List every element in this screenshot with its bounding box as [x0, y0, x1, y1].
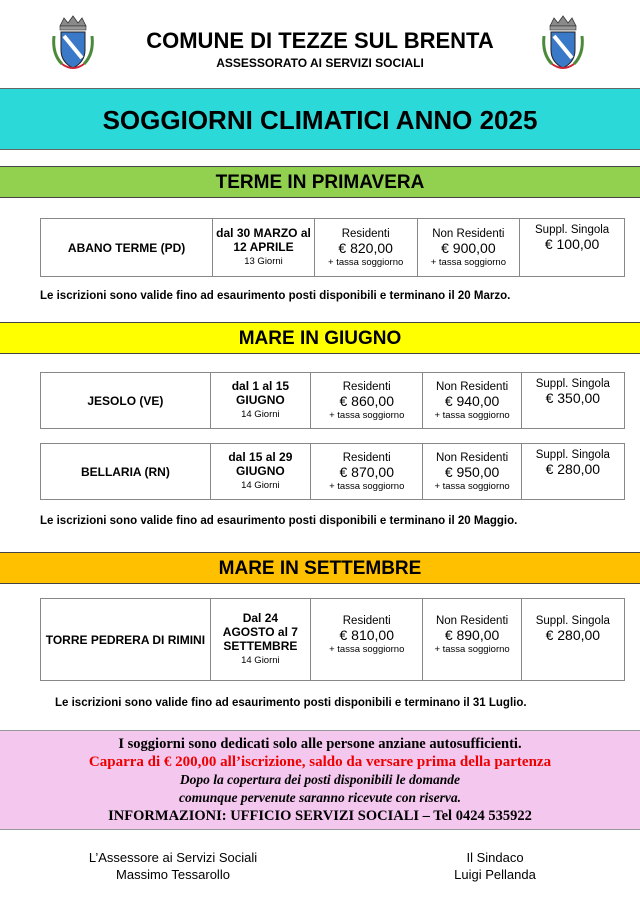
section-title-primavera: TERME IN PRIMAVERA — [0, 166, 640, 198]
price-non-residenti: Non Residenti € 940,00 + tassa soggiorno — [423, 373, 521, 429]
price-singola: Suppl. Singola € 280,00 — [521, 599, 624, 681]
section-note: Le iscrizioni sono valide fino ad esaurimento posti disponibili e terminano il 20 Maggio. — [40, 515, 518, 527]
section-note: Le iscrizioni sono valide fino ad esaurimento posti disponibili e terminano il 31 Luglio. — [55, 697, 527, 709]
price-non-residenti: Non Residenti € 890,00 + tassa soggiorno — [423, 599, 521, 681]
trip-table-bellaria — [40, 443, 625, 500]
trip-dates: dal 1 al 15 GIUGNO 14 Giorni — [210, 373, 310, 429]
signature-assessore: L’Assessore ai Servizi Sociali Massimo Tessarollo — [88, 850, 258, 882]
trip-place: ABANO TERME (PD) — [41, 219, 213, 277]
info-line-3: Dopo la copertura dei posti disponibili le domande — [179, 772, 461, 787]
section-note: Le iscrizioni sono valide fino ad esaurimento posti disponibili e terminano il 20 Marzo. — [40, 290, 511, 302]
trip-table-abano — [40, 218, 625, 277]
page-subtitle: ASSESSORATO AI SERVIZI SOCIALI — [216, 56, 424, 70]
info-line-4: comunque pervenute saranno ricevute con riserva. — [179, 790, 461, 805]
section-title-settembre: MARE IN SETTEMBRE — [0, 552, 640, 584]
price-non-residenti: Non Residenti € 900,00 + tassa soggiorno — [417, 219, 520, 277]
main-banner: SOGGIORNI CLIMATICI ANNO 2025 — [0, 88, 640, 150]
trip-dates: dal 30 MARZO al 12 APRILE 13 Giorni — [213, 219, 315, 277]
info-box — [0, 730, 640, 830]
price-residenti: Residenti € 870,00 + tassa soggiorno — [310, 444, 423, 500]
signature-sindaco: Il Sindaco Luigi Pellanda — [454, 850, 536, 882]
price-singola: Suppl. Singola € 280,00 — [521, 444, 624, 500]
trip-place: TORRE PEDRERA DI RIMINI — [41, 599, 211, 681]
info-caparra: Caparra di € 200,00 all’iscrizione, saldo da versare prima della partenza — [88, 754, 552, 770]
info-contact: INFORMAZIONI: UFFICIO SERVIZI SOCIALI – Tel 0424 535922 — [108, 808, 532, 824]
trip-table-torre-pedrera — [40, 598, 625, 681]
trip-place: JESOLO (VE) — [41, 373, 211, 429]
price-residenti: Residenti € 860,00 + tassa soggiorno — [310, 373, 423, 429]
price-residenti: Residenti € 820,00 + tassa soggiorno — [314, 219, 417, 277]
price-residenti: Residenti € 810,00 + tassa soggiorno — [310, 599, 423, 681]
info-line-1: I soggiorni sono dedicati solo alle persone anziane autosufficienti. — [118, 736, 522, 752]
trip-place: BELLARIA (RN) — [41, 444, 211, 500]
price-singola: Suppl. Singola € 350,00 — [521, 373, 624, 429]
price-non-residenti: Non Residenti € 950,00 + tassa soggiorno — [423, 444, 521, 500]
price-singola: Suppl. Singola € 100,00 — [520, 219, 625, 277]
trip-dates: Dal 24 AGOSTO al 7 SETTEMBRE 14 Giorni — [210, 599, 310, 681]
trip-table-jesolo — [40, 372, 625, 429]
section-title-giugno: MARE IN GIUGNO — [0, 322, 640, 354]
page-title: COMUNE DI TEZZE SUL BRENTA — [146, 28, 494, 53]
trip-dates: dal 15 al 29 GIUGNO 14 Giorni — [210, 444, 310, 500]
